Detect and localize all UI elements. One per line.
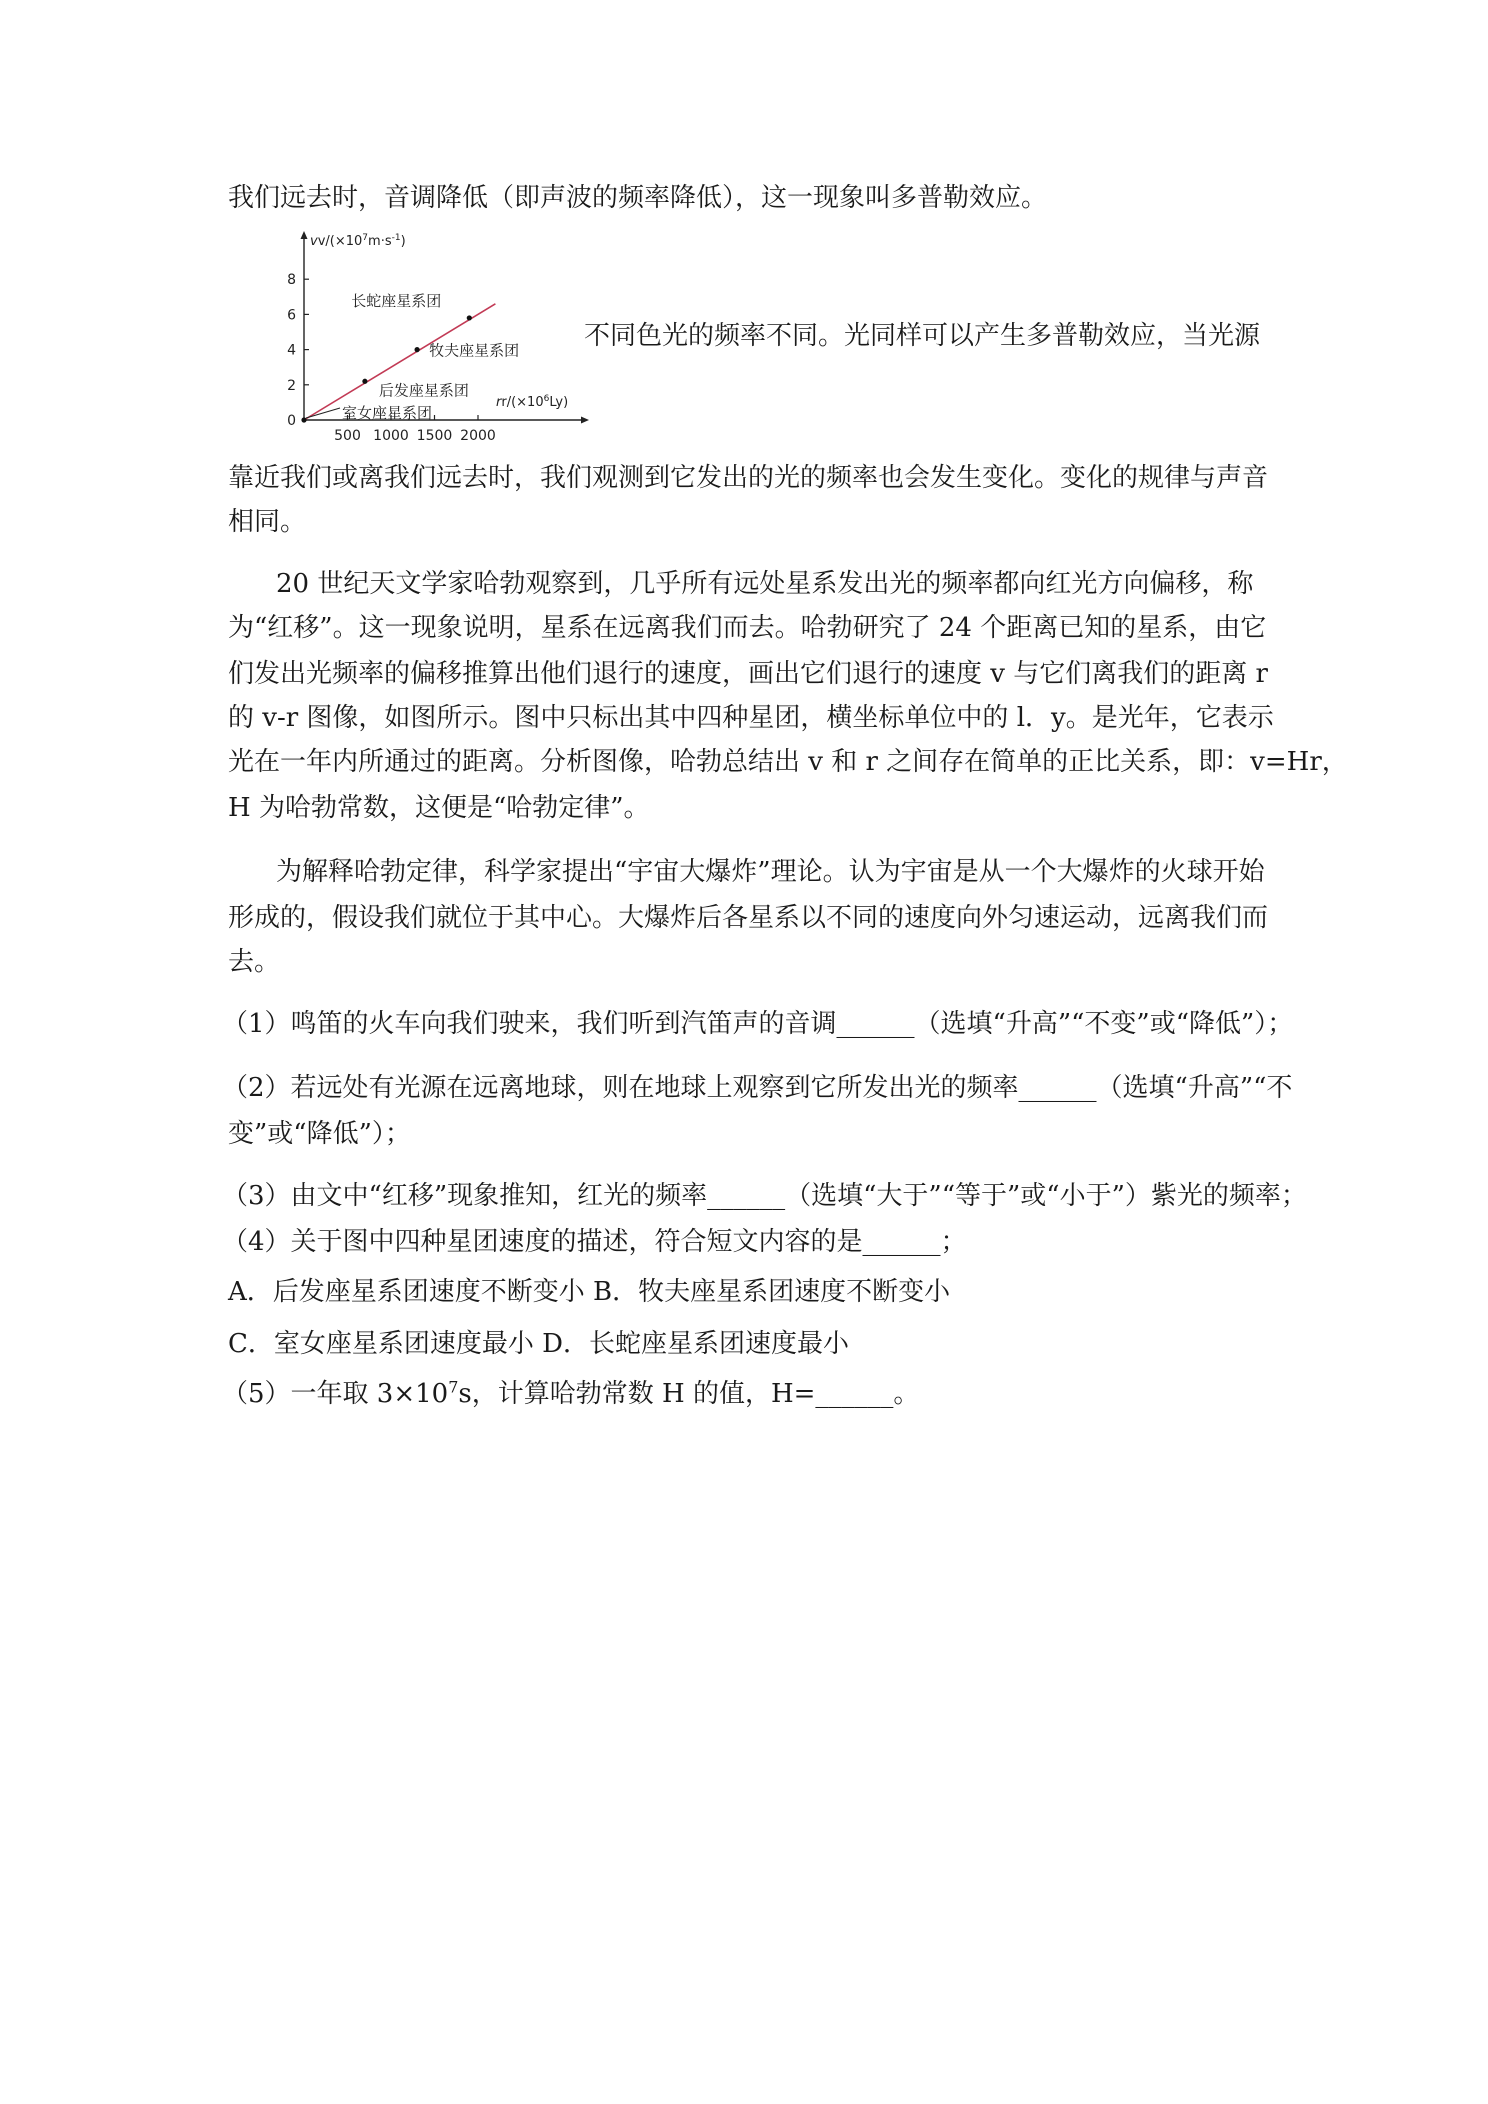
x-tick-label: 500 — [334, 428, 361, 444]
x-tick-label: 1500 — [416, 428, 453, 444]
coma-label: 后发座星系团 — [378, 381, 469, 400]
paragraph-line: 去。 — [228, 947, 281, 977]
paragraph-line: 光在一年内所通过的距离。分析图像，哈勃总结出 v 和 r 之间存在简单的正比关系，即：v=Hr， — [228, 747, 1348, 777]
hydra-label: 长蛇座星系团 — [351, 291, 442, 310]
x-axis-label: $rr/(\times 10^6Ly)$ — [496, 394, 569, 410]
paragraph-line: 不同色光的频率不同。光同样可以产生多普勒效应，当光源 — [584, 321, 1261, 351]
y-axis-label-unit-exp: -1 — [391, 233, 401, 243]
option-a-b: A．后发座星系团速度不断变小 B．牧夫座星系团速度不断变小 — [228, 1277, 951, 1307]
y-axis-label-exp: 7 — [362, 233, 369, 243]
question-5-post: s，计算哈勃常数 H 的值，H=______。 — [458, 1379, 920, 1409]
y-tick-label: 0 — [287, 413, 296, 429]
question-5-pre: （5）一年取 3×10 — [222, 1379, 449, 1409]
galaxy-labels — [342, 292, 519, 422]
x-axis-label-unit: Ly) — [549, 395, 569, 410]
bootes-point — [415, 347, 420, 352]
question-5-exp: 7 — [448, 1377, 459, 1397]
paragraph-line: 为“红移”。这一现象说明，星系在远离我们而去。哈勃研究了 24 个距离已知的星系，由它 — [228, 613, 1267, 643]
coma-point — [362, 379, 367, 384]
hubble-v-r-chart — [284, 228, 594, 446]
paragraph-line: 们发出光频率的偏移推算出他们退行的速度，画出它们退行的速度 v 与它们离我们的距离 r — [228, 659, 1268, 689]
paragraph-line: 相同。 — [228, 507, 307, 537]
y-tick-labels — [287, 272, 296, 429]
paragraph-line: 为解释哈勃定律，科学家提出“宇宙大爆炸”理论。认为宇宙是从一个大爆炸的火球开始 — [276, 857, 1265, 887]
y-tick-label: 8 — [287, 272, 296, 289]
virgo-point — [301, 417, 306, 422]
hubble-fit-line — [304, 304, 495, 420]
y-axis-label: $vv/(\times 10^7m\cdot s^{-1})$ — [310, 233, 406, 249]
option-c-d: C．室女座星系团速度最小 D．长蛇座星系团速度最小 — [228, 1329, 850, 1359]
y-axis-label-unit: m·s — [368, 234, 392, 249]
x-axis-label-main: r/(×10 — [501, 395, 544, 410]
x-axis-label-exp: 6 — [543, 394, 550, 404]
question-3: （3）由文中“红移”现象推知，红光的频率______（选填“大于”“等于”或“小于”）紫光的频率； — [222, 1181, 1307, 1211]
paragraph-line: 的 v-r 图像，如图所示。图中只标出其中四种星团，横坐标单位中的 l．y。是光年，它表示 — [228, 703, 1274, 733]
question-4: （4）关于图中四种星团速度的描述，符合短文内容的是______； — [222, 1227, 967, 1257]
y-tick-label: 2 — [287, 377, 296, 394]
question-2: （2）若远处有光源在远离地球，则在地球上观察到它所发出光的频率______（选填“升高”“不 — [222, 1073, 1293, 1103]
virgo-label: 室女座星系团 — [342, 404, 433, 422]
y-axis-label-main: v/(×10 — [317, 234, 363, 249]
paragraph-line: 20 世纪天文学家哈勃观察到，几乎所有远处星系发出光的频率都向红光方向偏移，称 — [276, 569, 1254, 599]
paragraph-line: 靠近我们或离我们远去时，我们观测到它发出的光的频率也会发生变化。变化的规律与声音 — [228, 463, 1269, 493]
question-5 — [222, 1374, 919, 1414]
x-tick-labels — [334, 428, 496, 444]
virgo-leader-line — [306, 408, 340, 418]
y-axis-label-close: ) — [400, 234, 406, 249]
question-1: （1）鸣笛的火车向我们驶来，我们听到汽笛声的音调______（选填“升高”“不变”或“降低”）； — [222, 1009, 1294, 1039]
y-tick-label: 6 — [287, 307, 296, 324]
paragraph-line: H 为哈勃常数，这便是“哈勃定律”。 — [228, 793, 650, 823]
x-tick-label: 2000 — [460, 428, 496, 444]
paragraph-line: 形成的，假设我们就位于其中心。大爆炸后各星系以不同的速度向外匀速运动，远离我们而 — [228, 903, 1269, 933]
y-tick-label: 4 — [287, 342, 296, 359]
paragraph-line: 我们远去时，音调降低（即声波的频率降低），这一现象叫多普勒效应。 — [228, 183, 1048, 213]
x-tick-label: 1000 — [373, 428, 409, 444]
hydra-point — [467, 315, 472, 320]
bootes-label: 牧夫座星系团 — [429, 341, 520, 360]
question-2-cont: 变”或“降低”）； — [228, 1119, 411, 1149]
